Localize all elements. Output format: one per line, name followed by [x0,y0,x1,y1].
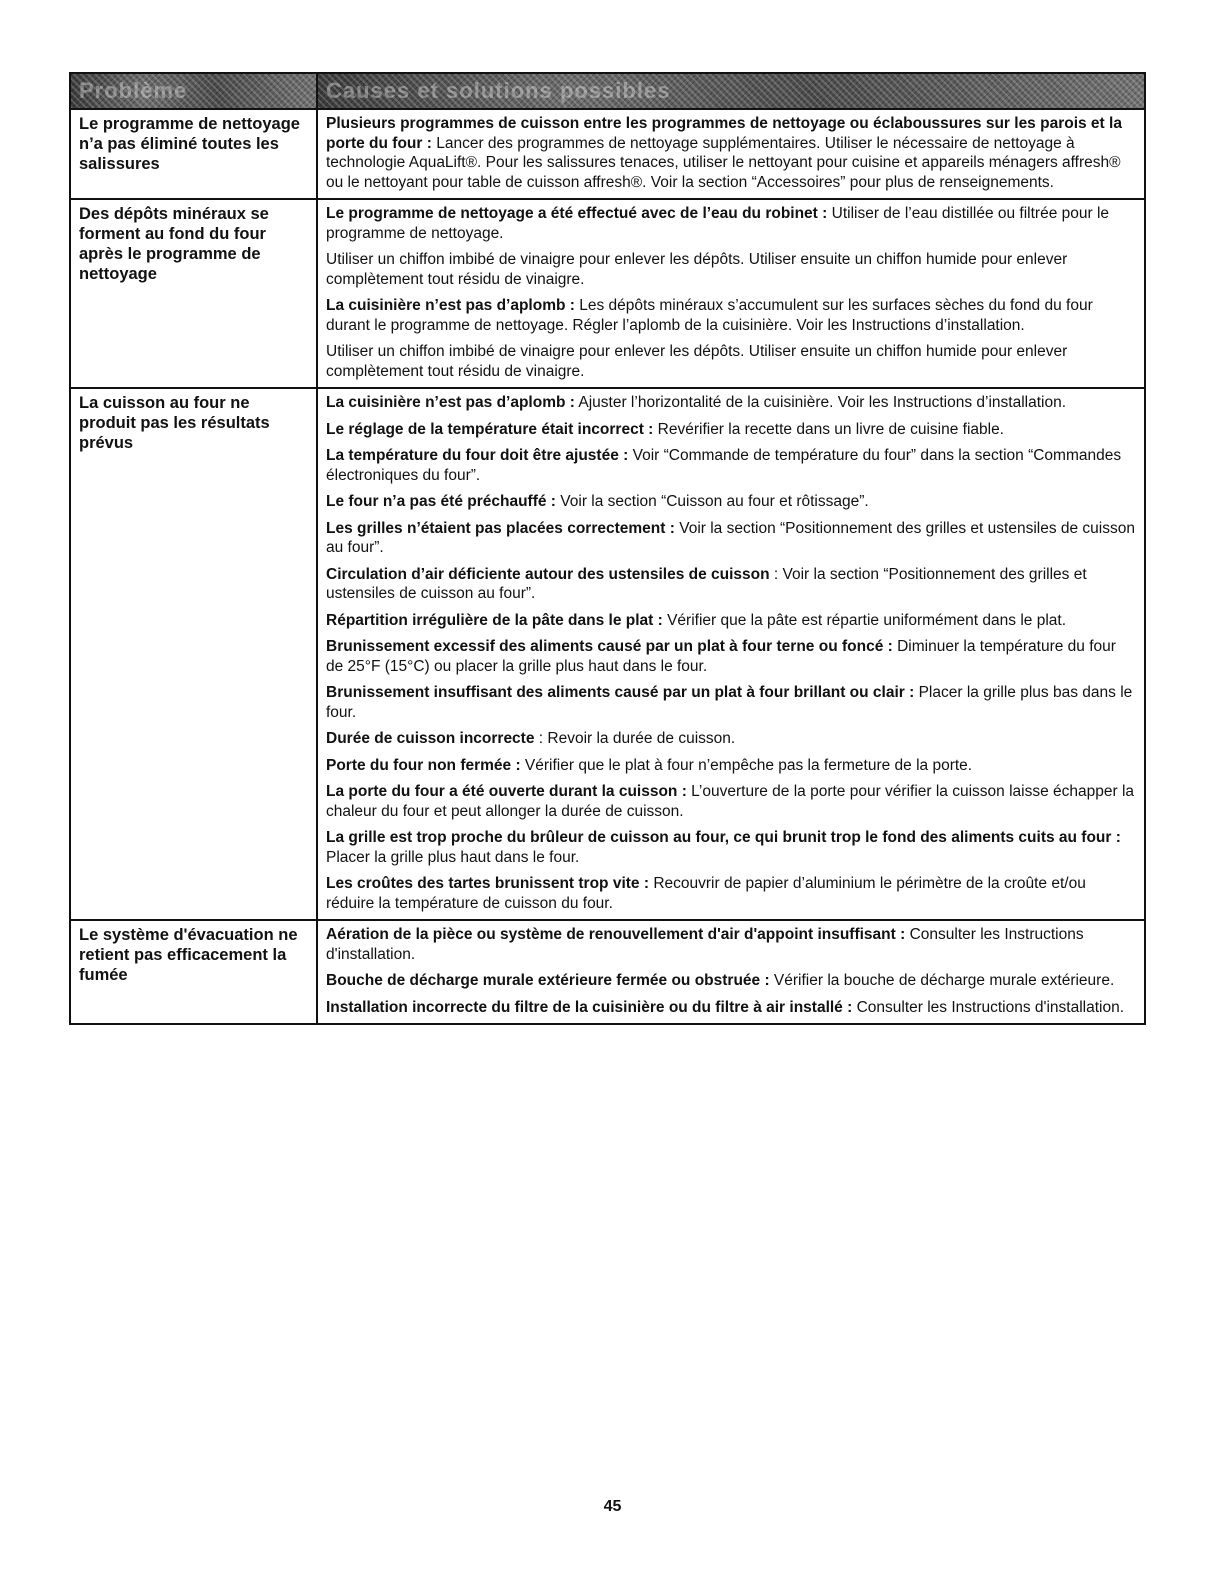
solution-cell [317,109,1145,199]
solution-item [326,296,1136,335]
solution-text: Vérifier que le plat à four n’empêche pas la fermeture de la porte. [520,756,973,774]
solution-text: Vérifier que la pâte est répartie uniformément dans le plat. [662,611,1067,629]
solution-text: Diminuer la température du four de 25°F (15°C) ou placer la grille plus haut dans le four. [326,638,1116,675]
solution-item [326,756,1136,776]
solution-item [326,971,1136,991]
solution-text: Utiliser de l’eau distillée ou filtrée pour le programme de nettoyage. [326,205,1110,242]
solution-text: Recouvrir de papier d’aluminium le périmètre de la croûte et/ou réduire la température de cuisson du four. [326,875,1086,912]
solution-item [326,114,1136,192]
solution-text: Lancer des programmes de nettoyage supplémentaires. Utiliser le nécessaire de nettoyage à technologie AquaLift®. Pour les salissures tenaces, utiliser le nettoyant pour cuisine et appareils ménagers affresh® ou le nettoyant pour table de cuisson affresh®. Voir la section “Accessoires” pour plus de renseignements. [326,134,1121,191]
solution-text: Utiliser un chiffon imbibé de vinaigre pour enlever les dépôts. Utiliser ensuite un chiffon humide pour enlever complètement tout résidu de vinaigre. [326,343,1068,380]
cause-label: La porte du four a été ouverte durant la cuisson : [326,783,687,800]
solution-item [326,782,1136,821]
table-row [70,199,1145,388]
problem-cell: Des dépôts minéraux se forment au fond du four après le programme de nettoyage [70,199,317,388]
solution-item [326,519,1136,558]
solution-text: Placer la grille plus haut dans le four. [326,848,580,866]
cause-label: Bouche de décharge murale extérieure fermée ou obstruée : [326,972,770,989]
problem-cell: Le système d'évacuation ne retient pas efficacement la fumée [70,920,317,1024]
solution-text: Voir la section “Cuisson au four et rôtissage”. [555,493,869,510]
solution-text: Ajuster l’horizontalité de la cuisinière. Voir les Instructions d’installation. [574,394,1067,411]
solution-item [326,393,1136,413]
solution-item [326,420,1136,440]
problem-cell: La cuisson au four ne produit pas les résultats prévus [70,388,317,920]
cause-label: Brunissement insuffisant des aliments causé par un plat à four brillant ou clair : [326,684,915,701]
solution-cell [317,920,1145,1024]
problem-cell: Le programme de nettoyage n’a pas éliminé toutes les salissures [70,109,317,199]
table-row [70,388,1145,920]
solution-item [326,492,1136,512]
header-problem: Problème [70,73,317,109]
cause-label: Plusieurs programmes de cuisson entre les programmes de nettoyage ou éclaboussures sur les parois et la porte du four : [326,115,1122,152]
table-row [70,920,1145,1024]
cause-label: La cuisinière n’est pas d’aplomb : [326,297,575,314]
solution-item [326,611,1136,631]
cause-label: Le four n’a pas été préchauffé : [326,493,556,510]
solution-item [326,565,1136,604]
cause-label: Les croûtes des tartes brunissent trop vite : [326,875,650,892]
cause-label: Répartition irrégulière de la pâte dans le plat : [326,611,663,629]
solution-text: Voir “Commande de température du four” dans la section “Commandes électroniques du four”. [326,447,1122,484]
solution-item [326,998,1136,1018]
page-number: 45 [603,1498,622,1515]
solution-item [326,874,1136,913]
solution-item [326,446,1136,485]
table-row [70,109,1145,199]
solution-text: Consulter les Instructions d'installation. [326,926,1084,963]
troubleshooting-table [69,72,1146,1025]
solution-item [326,828,1136,867]
solution-text: : Voir la section “Positionnement des grilles et ustensiles de cuisson au four”. [326,565,1087,602]
cause-label: Aération de la pièce ou système de renouvellement d'air d'appoint insuffisant : [326,926,906,943]
solution-item [326,204,1136,243]
table-header-row [70,73,1145,109]
cause-label: Les grilles n’étaient pas placées correctement : [326,519,675,537]
solution-text: Revérifier la recette dans un livre de cuisine fiable. [653,420,1004,438]
solution-item [326,683,1136,722]
cause-label: La cuisinière n’est pas d’aplomb : [326,394,575,411]
solution-item [326,637,1136,676]
cause-label: Circulation d’air déficiente autour des ustensiles de cuisson [326,565,770,583]
cause-label: Durée de cuisson incorrecte [326,730,535,747]
cause-label: Le programme de nettoyage a été effectué avec de l’eau du robinet : [326,205,828,222]
solution-item [326,250,1136,289]
solution-item [326,729,1136,749]
cause-label: La grille est trop proche du brûleur de cuisson au four, ce qui brunit trop le fond des aliments cuits au four : [326,829,1121,846]
solution-text: Les dépôts minéraux s’accumulent sur les surfaces sèches du fond du four durant le programme de nettoyage. Régler l’aplomb de la cuisinière. Voir les Instructions d’installation. [326,297,1093,334]
solution-text: Vérifier la bouche de décharge murale extérieure. [769,972,1115,989]
solution-item [326,925,1136,964]
cause-label: Porte du four non fermée : [326,756,521,774]
header-solution: Causes et solutions possibles [317,73,1145,109]
solution-text: Consulter les Instructions d'installation. [852,998,1125,1016]
solution-text: : Revoir la durée de cuisson. [534,730,736,747]
cause-label: Installation incorrecte du filtre de la cuisinière ou du filtre à air installé : [326,998,853,1016]
solution-text: L’ouverture de la porte pour vérifier la cuisson laisse échapper la chaleur du four et peut allonger la durée de cuisson. [326,783,1135,820]
solution-text: Placer la grille plus bas dans le four. [326,684,1133,721]
table-body [70,109,1145,1024]
cause-label: La température du four doit être ajustée : [326,447,629,464]
solution-item [326,342,1136,381]
solution-text: Voir la section “Positionnement des grilles et ustensiles de cuisson au four”. [326,519,1135,556]
solution-cell [317,199,1145,388]
solution-text: Utiliser un chiffon imbibé de vinaigre pour enlever les dépôts. Utiliser ensuite un chiffon humide pour enlever complètement tout résidu de vinaigre. [326,251,1068,288]
solution-cell [317,388,1145,920]
cause-label: Brunissement excessif des aliments causé par un plat à four terne ou foncé : [326,638,893,655]
cause-label: Le réglage de la température était incorrect : [326,420,654,438]
